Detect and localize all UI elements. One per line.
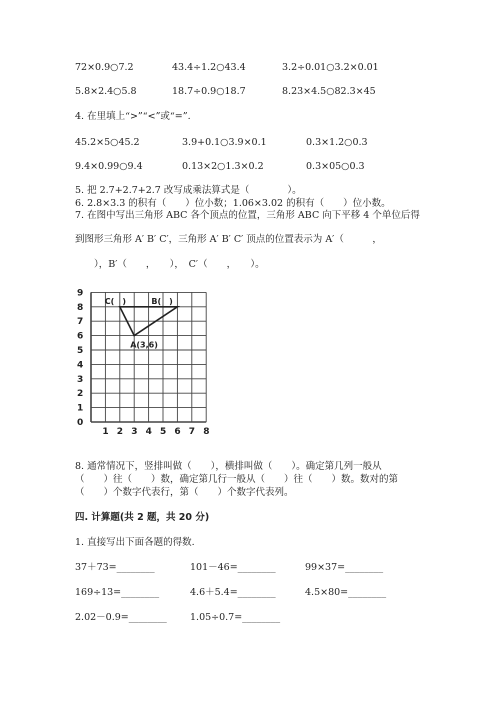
y-tick-label: 9 <box>77 288 84 299</box>
x-tick-label: 1 <box>102 427 109 437</box>
y-tick-label: 1 <box>77 403 84 414</box>
compare-3-2: 3.9+0.1○3.9×0.1 <box>182 137 267 148</box>
y-tick-label: 3 <box>77 374 84 385</box>
compare-3-3: 0.3×1.2○0.3 <box>306 137 368 148</box>
compare-3-1: 45.2×5○45.2 <box>75 137 140 148</box>
question-5: 5. 把 2.7+2.7+2.7 改写成乘法算式是（ ）。 <box>75 185 302 196</box>
y-tick-label: 8 <box>77 302 84 313</box>
question-6: 6. 2.8×3.3 的积有（ ）位小数；1.06×3.02 的积有（ ）位小数。 <box>75 198 391 209</box>
y-tick-label: 5 <box>77 346 84 356</box>
point-label-c: C( ) <box>104 296 126 306</box>
point-label-b: B( ) <box>151 296 173 306</box>
question-4: 4. 在里填上“>”“<”或“=”. <box>75 111 191 122</box>
compare-4-1: 9.4×0.99○9.4 <box>75 161 143 172</box>
compare-2-2: 18.7÷0.9○18.7 <box>172 86 246 97</box>
calc-2-2: 4.6＋5.4=________ <box>190 587 276 598</box>
y-tick-label: 4 <box>77 360 84 371</box>
x-tick-label: 7 <box>188 427 196 437</box>
section-title: 四. 计算题(共 2 题，共 20 分) <box>75 512 210 523</box>
y-tick-label: 6 <box>77 331 84 342</box>
compare-1-3: 3.2÷0.01○3.2×0.01 <box>282 62 379 73</box>
x-tick-label: 8 <box>203 427 210 437</box>
compare-1-1: 72×0.9○7.2 <box>75 62 134 73</box>
y-tick-label: 0 <box>77 418 84 428</box>
x-tick-label: 4 <box>145 427 152 437</box>
point-label-a: A(3,6) <box>130 340 158 350</box>
compare-4-2: 0.13×2○1.3×0.2 <box>182 161 264 172</box>
calc-2-1: 169÷13=________ <box>75 587 160 598</box>
compare-1-2: 43.4÷1.2○43.4 <box>172 62 246 73</box>
calc-1-3: 99×37=________ <box>305 562 384 573</box>
question-7-line-1: 7. 在图中写出三角形 ABC 各个顶点的位置，三角形 ABC 向下平移 4 个单位后得 <box>75 210 420 221</box>
y-tick-label: 2 <box>77 389 84 400</box>
question-7-line-2: 到图形三角形 A′ B′ C′，三角形 A′ B′ C′ 顶点的位置表示为 A′（ ， <box>75 234 382 245</box>
compare-2-1: 5.8×2.4○5.8 <box>75 86 137 97</box>
calc-1-1: 37＋73=________ <box>75 562 155 573</box>
calc-3-2: 1.05÷0.7=________ <box>190 612 281 623</box>
question-8-line-3: （ ）个数字代表行，第（ ）个数字代表列。 <box>75 487 294 498</box>
y-tick-label: 7 <box>77 317 84 328</box>
x-tick-label: 2 <box>116 427 124 437</box>
compare-4-3: 0.3×05○0.3 <box>306 161 365 172</box>
x-tick-label: 5 <box>160 427 167 437</box>
calc-1-2: 101－46=________ <box>190 562 276 573</box>
x-tick-label: 6 <box>174 427 181 437</box>
question-8-line-1: 8. 通常情况下，竖排叫做（ ），横排叫做（ ）。确定第几列一般从 <box>75 461 382 472</box>
calc-2-3: 4.5×80=________ <box>305 587 387 598</box>
compare-2-3: 8.23×4.5○82.3×45 <box>282 86 376 97</box>
calc-3-1: 2.02－0.9=________ <box>75 612 167 623</box>
question-7-line-3: ），B′（ ， ）， C′（ ， ）。 <box>75 259 265 270</box>
question-1: 1. 直接写出下面各题的得数. <box>75 537 195 548</box>
question-8-line-2: （ ）往（ ）数，确定第几行一般从（ ）往（ ）数。数对的第 <box>75 474 399 485</box>
x-tick-label: 3 <box>131 427 138 437</box>
